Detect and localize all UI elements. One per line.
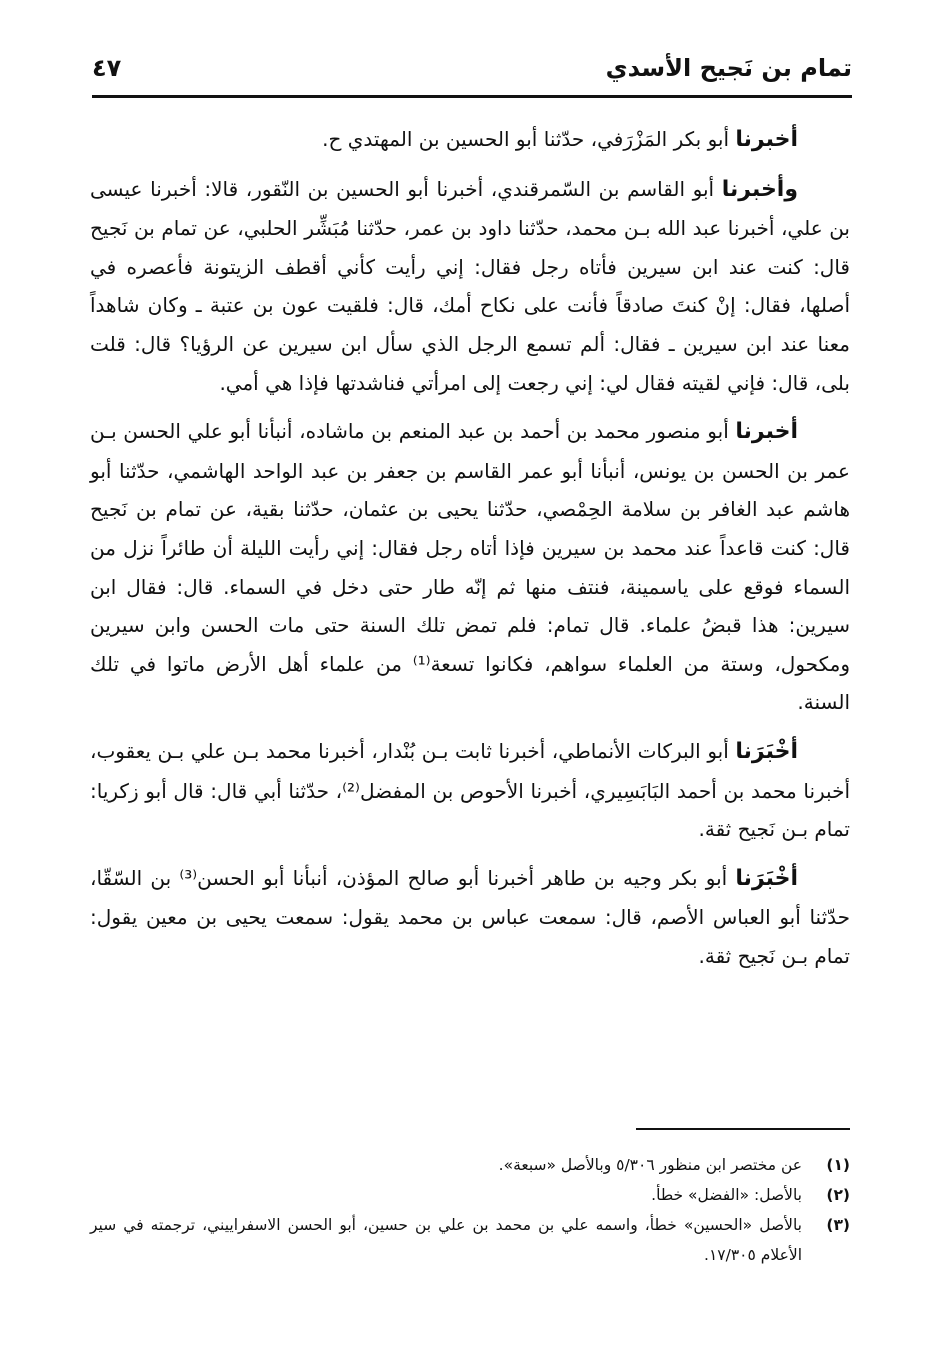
footnote-rule — [636, 1128, 850, 1130]
paragraph-1 — [90, 120, 850, 160]
paragraph-lead: أخْبَرَنا — [735, 738, 798, 764]
footnote-text: بالأصل: «الفضل» خطأ. — [651, 1186, 802, 1204]
paragraph-text: أبو بكر المَزْرَفي، حدّثنا أبو الحسين بن المهتدي ح. — [322, 127, 730, 151]
main-text — [90, 120, 850, 985]
paragraph-text: أبو القاسم بن السّمرقندي، أخبرنا أبو الحسين بن النّقور، قالا: أخبرنا عيسى بن علي، أخبرنا عبد الله بـن محمد، حدّثنا داود بن عمر، حدّثنا مُبَشِّر الحلبي، عن تمام بن نَجيح قال: كنت عند ابن سيرين فأتاه رجل فقال: إني رأيت كأني أقطف الزيتونة فأعصره في أصلها، فقال: إنْ كنتَ صادقاً فأنت على نكاح أمك، قال: فلقيت عون بن عتبة ـ وكان شاهداً معنا عند ابن سيرين ـ فقال: ألم تسمع الرجل الذي سأل ابن سيرين عن الرؤيا؟ قال: قلت بلى، قال: فإني لقيته فقال لي: إني رجعت إلى امرأتي فناشدتها فإذا هي أمي. — [90, 176, 850, 395]
running-title: تمام بن نَجيح الأسدي — [605, 54, 852, 82]
paragraph-5 — [90, 859, 850, 976]
paragraph-text: أبو منصور محمد بن أحمد بن عبد المنعم بن ماشاده، أنبأنا أبو علي الحسن بـن عمر بن الحسن بن يونس، أنبأنا أبو عمر القاسم بن جعفر بن عبد الواحد الهاشمي، حدّثنا أبو هاشم عبد الغافر بن سلامة الحِمْصي، حدّثنا يحيى بن عثمان، حدّثنا بقية، عن تمام بن نَجيح قال: كنت قاعداً عند محمد بن سيرين فإذا أتاه رجل فقال: إني رأيت الليلة أن طائراً نزل من السماء فوقع على ياسمينة، فنتف منها ثم إنّه طار حتى دخل في السماء. قال: فقال ابن سيرين: هذا قبضُ علماء. قال تمام: فلم تمض تلك السنة حتى مات الحسن وابن سيرين ومكحول، وستة من العلماء سواهم، فكانوا تسعة⁽¹⁾ من علماء أهل الأرض ماتوا في تلك السنة. — [90, 419, 850, 715]
paragraph-2 — [90, 170, 850, 403]
footnote-text: بالأصل «الحسين» خطأ، واسمه علي بن محمد بن علي بن حسين، أبو الحسن الاسفراييني، ترجمته في سير الأعلام ١٧/٣٠٥. — [90, 1216, 802, 1264]
page-number: ٤٧ — [92, 54, 122, 82]
footnote-number: (١) — [826, 1156, 850, 1174]
paragraph-lead: أخبرنا — [735, 127, 798, 152]
paragraph-text: أبو البركات الأنماطي، أخبرنا ثابت بـن بُنْدار، أخبرنا محمد بـن علي بـن يعقوب، أخبرنا محمد بن أحمد البَابَسِيري، أخبرنا الأحوص بن المفضل⁽²⁾، حدّثنا أبي قال: قال أبو زكريا: تمام بـن نَجيح ثقة. — [90, 738, 851, 842]
footnote-number: (٣) — [826, 1216, 850, 1234]
footnote-text: عن مختصر ابن منظور ٥/٣٠٦ وبالأصل «سبعة». — [498, 1156, 802, 1174]
paragraph-text: أبو بكر وجيه بن طاهر أخبرنا أبو صالح المؤذن، أنبأنا أبو الحسن⁽³⁾ بن السّقّا، حدّثنا أبو العباس الأصم، قال: سمعت عباس بن محمد يقول: سمعت يحيى بن معين يقول: تمام بـن نَجيح ثقة. — [90, 865, 850, 968]
footnote-number: (٢) — [826, 1186, 850, 1204]
page-header — [92, 50, 852, 98]
footnote-1 — [90, 1150, 850, 1180]
paragraph-lead: أخْبَرَنا — [735, 865, 799, 891]
footnotes — [90, 1150, 850, 1270]
paragraph-3 — [90, 412, 850, 722]
paragraph-lead: وأخبرنا — [721, 176, 799, 202]
footnote-2 — [90, 1180, 850, 1210]
paragraph-4 — [90, 732, 850, 849]
paragraph-lead: أخبرنا — [735, 419, 798, 445]
header-rule — [92, 95, 852, 98]
footnote-3 — [90, 1210, 850, 1270]
